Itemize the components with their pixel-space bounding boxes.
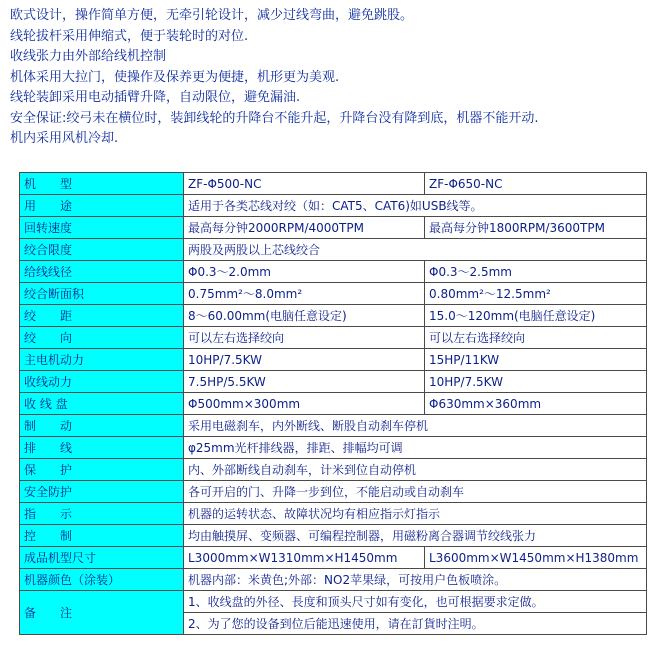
spec-label: 机 型 (20, 173, 184, 195)
spec-value-shared: 均由触摸屏、变频器、可编程控制器，用磁粉离合器调节绞线张力 (184, 525, 647, 547)
notes-row (20, 591, 647, 613)
feature-line: 机内采用风机冷却. (10, 131, 119, 146)
spec-label: 用 途 (20, 195, 184, 217)
spec-value-shared: 采用电磁刹车，内外断线、断股自动刹车停机 (184, 415, 647, 437)
spec-value-650: 可以左右选择绞向 (425, 327, 647, 349)
spec-value-650: ZF-Φ650-NC (425, 173, 647, 195)
spec-value-500: Φ500mm×300mm (184, 393, 425, 415)
spec-value-650: 最高每分钟1800RPM/3600TPM (425, 217, 647, 239)
feature-line: 线轮装卸采用电动插臂升降，自动限位，避免漏油. (10, 90, 301, 105)
spec-label: 绞 距 (20, 305, 184, 327)
spec-row (20, 217, 647, 239)
spec-row (20, 481, 647, 503)
spec-row (20, 459, 647, 481)
spec-row (20, 393, 647, 415)
spec-label: 机器颜色（涂装） (20, 569, 184, 591)
spec-table (19, 172, 647, 635)
spec-row (20, 173, 647, 195)
spec-label: 控 制 (20, 525, 184, 547)
spec-label: 给线线径 (20, 261, 184, 283)
spec-value-shared: 适用于各类芯线对绞（如：CAT5、CAT6)如USB线等。 (184, 195, 647, 217)
spec-value-shared: 内、外部断线自动刹车，计米到位自动停机 (184, 459, 647, 481)
spec-row (20, 195, 647, 217)
spec-value-650: 15HP/11KW (425, 349, 647, 371)
spec-value-shared: 机器的运转状态、故障状况均有相应指示灯指示 (184, 503, 647, 525)
spec-value-shared: 两股及两股以上芯线绞合 (184, 239, 647, 261)
feature-line: 收线张力由外部给线机控制 (10, 49, 167, 64)
spec-label: 成品机型尺寸 (20, 547, 184, 569)
spec-label: 绞 向 (20, 327, 184, 349)
spec-label: 保 护 (20, 459, 184, 481)
spec-row (20, 283, 647, 305)
spec-row (20, 349, 647, 371)
spec-row (20, 305, 647, 327)
spec-value-650: 0.80mm²～12.5mm² (425, 283, 647, 305)
feature-line: 线轮拔杆采用伸缩式，便于装轮时的对位. (10, 28, 249, 44)
spec-row (20, 525, 647, 547)
spec-label: 绞合限度 (20, 239, 184, 261)
spec-row (20, 503, 647, 525)
spec-label: 指 示 (20, 503, 184, 525)
spec-value-500: Φ0.3～2.0mm (184, 261, 425, 283)
spec-row (20, 239, 647, 261)
note-line: 1、收线盘的外径、長度和顶头尺寸如有变化，也可根据要求定做。 (184, 591, 647, 613)
spec-value-650: Φ0.3～2.5mm (425, 261, 647, 283)
spec-value-500: 7.5HP/5.5KW (184, 371, 425, 393)
spec-value-shared: 机器内部：米黄色;外部：NO2苹果绿，可按用户色板喷涂。 (184, 569, 647, 591)
spec-value-650: L3600mm×W1450mm×H1380mm (425, 547, 647, 569)
feature-line: 机体采用大拉门，使操作及保养更为便捷，机形更为美观. (10, 69, 340, 85)
spec-value-650: Φ630mm×360mm (425, 393, 647, 415)
feature-list (10, 6, 650, 150)
spec-value-500: 0.75mm²～8.0mm² (184, 283, 425, 305)
spec-label: 收线动力 (20, 371, 184, 393)
spec-label: 排 线 (20, 437, 184, 459)
spec-label: 安全防护 (20, 481, 184, 503)
notes-label: 备 注 (20, 591, 184, 635)
spec-row (20, 547, 647, 569)
spec-row (20, 569, 647, 591)
spec-row (20, 327, 647, 349)
feature-line: 欧式设计，操作简单方便，无牵引轮设计，减少过线弯曲，避免跳股。 (10, 8, 414, 23)
spec-row (20, 415, 647, 437)
spec-value-500: 最高每分钟2000RPM/4000TPM (184, 217, 425, 239)
spec-label: 制 动 (20, 415, 184, 437)
spec-value-500: 可以左右选择绞向 (184, 327, 425, 349)
spec-label: 收 线 盘 (20, 393, 184, 415)
spec-value-500: 10HP/7.5KW (184, 349, 425, 371)
spec-value-500: L3000mm×W1310mm×H1450mm (184, 547, 425, 569)
spec-value-shared: φ25mm光杆排线器，排距、排幅均可调 (184, 437, 647, 459)
spec-label: 主电机动力 (20, 349, 184, 371)
spec-value-shared: 各可开启的门、升降一步到位，不能启动或自动刹车 (184, 481, 647, 503)
note-line: 2、为了您的设备到位后能迅速使用，请在訂貨时注明。 (184, 613, 647, 635)
spec-row (20, 371, 647, 393)
spec-row (20, 261, 647, 283)
spec-label: 回转速度 (20, 217, 184, 239)
feature-line: 安全保证:绞弓未在横位时，装卸线轮的升降台不能升起，升降台没有降到底，机器不能开动. (10, 110, 539, 126)
spec-value-650: 15.0～120mm(电脑任意设定) (425, 305, 647, 327)
spec-value-650: 10HP/7.5KW (425, 371, 647, 393)
spec-row (20, 437, 647, 459)
spec-value-500: 8～60.00mm(电脑任意设定) (184, 305, 425, 327)
spec-label: 绞合断面积 (20, 283, 184, 305)
spec-value-500: ZF-Φ500-NC (184, 173, 425, 195)
